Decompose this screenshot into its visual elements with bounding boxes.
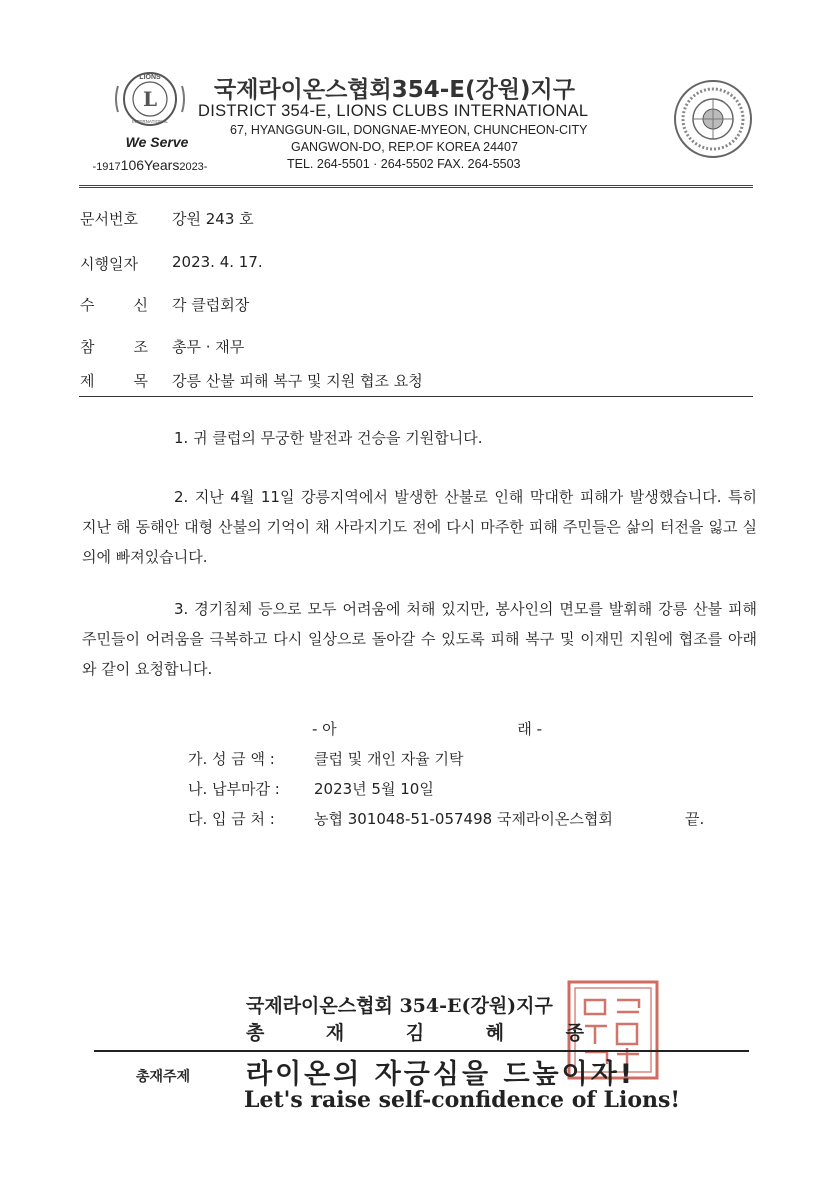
org-title-ko: 국제라이온스협회354-E(강원)지구 xyxy=(214,77,575,103)
years-suffix: 2023- xyxy=(179,161,208,173)
district-seal-icon xyxy=(672,78,754,160)
header-divider xyxy=(79,185,753,188)
subject-label-char: 목 xyxy=(133,372,148,390)
paragraph-3: 3. 경기침체 등으로 모두 어려움에 처해 있지만, 봉사인의 면모를 발휘해 강릉 산불 피해 주민들이 어려움을 극복하고 다시 일상으로 돌아갈 수 있도록 피해 복구 및 이재민 지원에 협조를 아래와 같이 요청합니다. xyxy=(82,600,757,678)
date-value: 2023. 4. 17. xyxy=(172,253,263,271)
recipient-value: 각 클럽회장 xyxy=(172,296,250,314)
signature-org: 국제라이온스협회 354-E(강원)지구 xyxy=(246,995,553,1017)
paragraph-1: 1. 귀 클럽의 무궁한 발전과 건승을 기원합니다. xyxy=(174,429,483,447)
signature-char: 총 xyxy=(246,1022,265,1044)
signature-name xyxy=(246,1018,584,1045)
signature-char: 혜 xyxy=(485,1022,505,1044)
details-heading-left: - 아 xyxy=(312,720,337,738)
subject-label xyxy=(80,370,148,391)
years-main: 106Years xyxy=(120,157,180,173)
cc-label-char: 참 xyxy=(80,338,95,356)
subject-label-char: 제 xyxy=(80,372,95,390)
detail-label-account: 다. 입 금 처 : xyxy=(188,810,275,828)
end-mark: 끝. xyxy=(685,810,705,828)
cc-label-char: 조 xyxy=(133,338,148,356)
svg-text:LIONS: LIONS xyxy=(139,74,161,81)
meta-divider xyxy=(79,396,753,397)
cc-value: 총무 · 재무 xyxy=(172,338,245,356)
details-heading xyxy=(312,718,542,739)
slogan-ko: 라이온의 자긍심을 드높이자! xyxy=(246,1059,636,1090)
address-line-2: GANGWON-DO, REP.OF KOREA 24407 xyxy=(291,140,518,154)
slogan-en: Let's raise self-confidence of Lions! xyxy=(244,1087,681,1113)
lions-logo-icon xyxy=(112,66,188,132)
motto: We Serve xyxy=(125,134,189,150)
svg-text:L: L xyxy=(142,87,158,111)
paragraph-2: 2. 지난 4월 11일 강릉지역에서 발생한 산불로 인해 막대한 피해가 발생했습니다. 특히 지난 해 동해안 대형 산불의 기억이 채 사라지기도 전에 다시 마주한 피해 주민들은 삶의 터전을 잃고 실의에 빠져있습니다. xyxy=(82,488,757,566)
recipient-label xyxy=(80,294,148,315)
detail-value-account: 농협 301048-51-057498 국제라이온스협회 xyxy=(314,810,613,828)
detail-value-deadline: 2023년 5월 10일 xyxy=(314,780,434,798)
org-title-en: DISTRICT 354-E, LIONS CLUBS INTERNATIONAL xyxy=(198,102,589,120)
cc-label xyxy=(80,336,148,357)
date-label: 시행일자 xyxy=(80,255,138,273)
subject-value: 강릉 산불 피해 복구 및 지원 협조 요청 xyxy=(172,372,423,390)
signature-char: 종 xyxy=(565,1022,584,1044)
slogan-label: 총재주제 xyxy=(136,1069,191,1085)
years-badge xyxy=(85,157,215,173)
years-prefix: -1917 xyxy=(92,161,121,173)
address-line-1: 67, HYANGGUN-GIL, DONGNAE-MYEON, CHUNCHEON-CITY xyxy=(230,123,588,137)
detail-label-amount: 가. 성 금 액 : xyxy=(188,750,275,768)
detail-value-amount: 클럽 및 개인 자율 기탁 xyxy=(314,750,464,768)
detail-label-deadline: 나. 납부마감 : xyxy=(188,780,280,798)
signature-char: 재 xyxy=(325,1022,345,1044)
signature-char: 김 xyxy=(405,1022,425,1044)
contact-line: TEL. 264-5501 · 264-5502 FAX. 264-5503 xyxy=(287,157,521,171)
doc-no-label: 문서번호 xyxy=(80,210,138,228)
doc-no-value: 강원 243 호 xyxy=(172,210,254,228)
recipient-label-char: 신 xyxy=(133,296,148,314)
details-heading-right: 래 - xyxy=(517,720,542,738)
svg-text:INTERNATIONAL: INTERNATIONAL xyxy=(132,119,168,124)
recipient-label-char: 수 xyxy=(80,296,95,314)
